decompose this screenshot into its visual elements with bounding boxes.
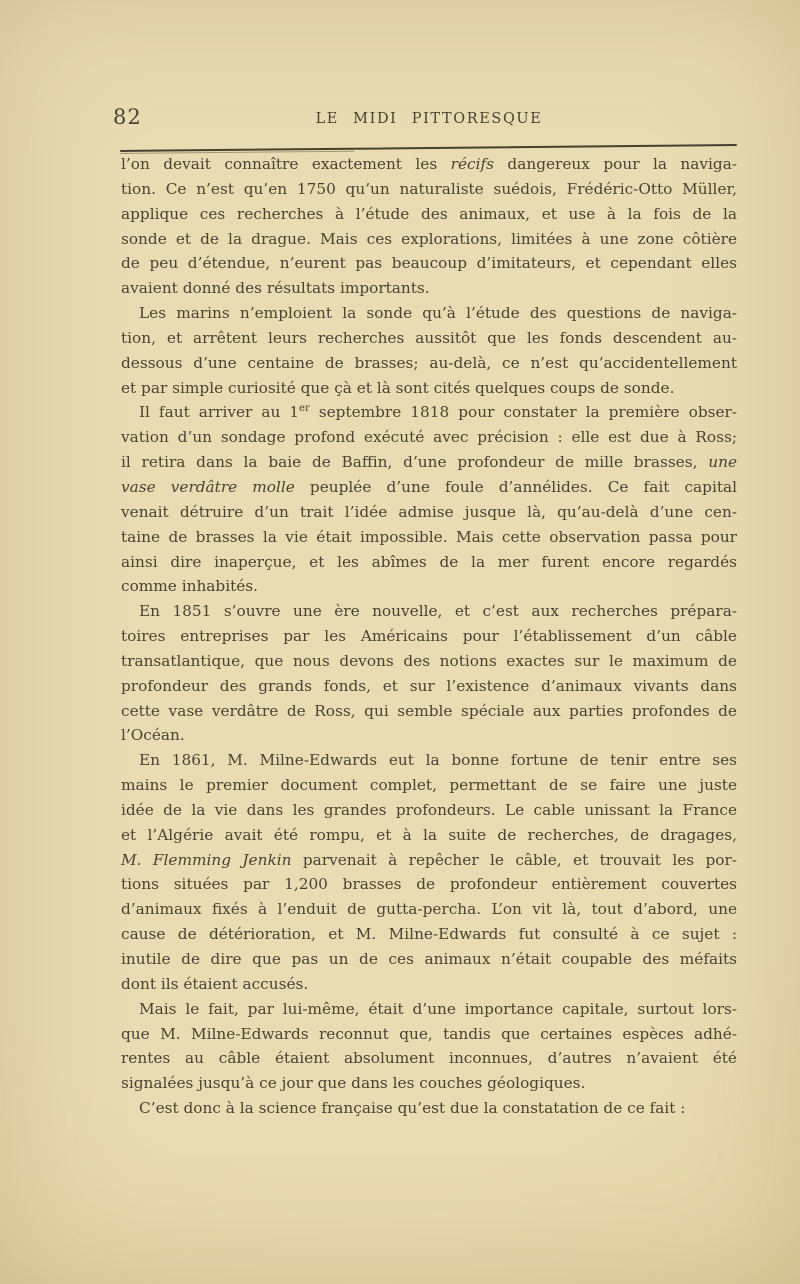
text-segment: rentes au câble étaient absolument inconnues, d’autres n’avaient été — [121, 1049, 737, 1068]
text-line — [121, 376, 737, 401]
text-line — [121, 723, 737, 748]
italic-text: une — [708, 453, 737, 472]
text-segment: Les marins n’emploient la sonde qu’à l’étude des questions de naviga- — [139, 304, 737, 323]
text-line — [121, 202, 737, 227]
text-segment: venait détruire d’un trait l’idée admise jusque là, qu’au-delà d’une cen- — [121, 502, 737, 521]
text-segment: En 1861, M. Milne-Edwards eut la bonne fortune de tenir entre ses — [139, 751, 737, 770]
text-segment: cause de détérioration, et M. Milne-Edwards fut consulté à ce sujet : — [121, 925, 737, 944]
text-segment: applique ces recherches à l’étude des animaux, et use à la fois de la — [121, 204, 737, 223]
text-line — [121, 276, 737, 301]
text-line — [121, 649, 737, 674]
italic-text: récifs — [450, 155, 494, 173]
superscript-text: er — [299, 403, 310, 415]
text-segment: mains le premier document complet, permettant de se faire une juste — [121, 776, 737, 795]
text-line — [121, 574, 737, 599]
text-segment: de peu d’étendue, n’eurent pas beaucoup d’imitateurs, et cependant elles — [121, 254, 737, 273]
paragraph — [121, 748, 737, 996]
text-line — [121, 500, 737, 525]
text-line — [121, 699, 737, 724]
text-segment: Mais le fait, par lui-même, était d’une importance capitale, surtout lors- — [139, 999, 737, 1018]
text-segment: tion. Ce n’est qu’en 1750 qu’un naturaliste suédois, Frédéric-Otto Müller, — [121, 179, 737, 198]
text-line — [121, 550, 737, 575]
text-segment: septembre 1818 pour constater la première obser- — [309, 403, 737, 422]
text-segment: cette vase verdâtre de Ross, qui semble spéciale aux parties profondes de — [121, 701, 737, 720]
text-segment: comme inhabités. — [121, 577, 259, 596]
text-line — [121, 177, 737, 202]
paragraph — [121, 599, 737, 748]
text-segment: Il faut arriver au 1 — [139, 403, 300, 422]
text-segment: signalées jusqu’à ce jour que dans les couches géologiques. — [121, 1074, 586, 1093]
text-segment: idée de la vie dans les grandes profondeurs. Le cable unissant la France — [121, 800, 737, 819]
text-line — [121, 351, 737, 376]
text-segment: et l’Algérie avait été rompu, et à la suite de recherches, de dragages, — [121, 825, 737, 844]
text-segment: avaient donné des résultats importants. — [121, 279, 430, 298]
text-line — [121, 947, 737, 972]
text-line — [121, 997, 737, 1022]
text-segment: il retira dans la baie de Baffin, d’une profondeur de mille brasses, — [121, 453, 709, 472]
text-segment: tions situées par 1,200 brasses de profondeur entièrement couvertes — [121, 875, 737, 894]
text-line — [121, 599, 737, 624]
text-line — [121, 748, 737, 773]
text-segment: l’on devait connaître exactement les — [121, 155, 451, 173]
text-line — [121, 301, 737, 326]
text-line — [121, 972, 737, 997]
text-segment: taine de brasses la vie était impossible. Mais cette observation passa pour — [121, 527, 737, 546]
paragraph — [121, 1096, 737, 1121]
italic-text: M. Flemming Jenkin — [121, 850, 292, 869]
text-segment: vation d’un sondage profond exécuté avec précision : elle est due à Ross; — [121, 428, 737, 447]
text-line — [121, 823, 737, 848]
text-segment: dont ils étaient accusés. — [121, 974, 309, 993]
paragraph — [121, 400, 737, 599]
text-line — [121, 1071, 737, 1096]
text-segment: dangereux pour la naviga- — [493, 155, 737, 173]
paragraph — [121, 301, 737, 400]
text-line — [121, 1046, 737, 1071]
text-line — [121, 400, 737, 425]
page-number: 82 — [113, 105, 142, 129]
paragraph — [121, 997, 737, 1096]
text-segment: inutile de dire que pas un de ces animaux n’était coupable des méfaits — [121, 950, 737, 968]
text-line — [121, 674, 737, 699]
text-line — [121, 848, 737, 873]
running-head — [113, 103, 737, 137]
text-line — [121, 872, 737, 897]
text-segment: ainsi dire inaperçue, et les abîmes de la mer furent encore regardés — [121, 552, 737, 571]
text-line — [121, 450, 737, 475]
text-segment: En 1851 s’ouvre une ère nouvelle, et c’est aux recherches prépara- — [139, 602, 737, 621]
running-title: LE MIDI PITTORESQUE — [315, 111, 543, 127]
text-segment: toires entreprises par les Américains pour l’établissement d’un câble — [121, 627, 737, 646]
text-segment: tion, et arrêtent leurs recherches aussitôt que les fonds descendent au- — [121, 328, 737, 347]
text-line — [121, 773, 737, 798]
text-line — [121, 798, 737, 823]
text-segment: parvenait à repêcher le câble, et trouvait les por- — [291, 850, 737, 869]
text-segment: que M. Milne-Edwards reconnut que, tandis que certaines espèces adhé- — [121, 1024, 737, 1043]
text-segment: l’Océan. — [121, 726, 185, 745]
text-line — [121, 227, 737, 252]
text-line — [121, 251, 737, 276]
text-segment: transatlantique, que nous devons des notions exactes sur le maximum de — [121, 651, 737, 670]
text-line — [121, 525, 737, 550]
text-line — [121, 1022, 737, 1047]
text-line — [121, 326, 737, 351]
text-line — [121, 897, 737, 922]
text-line — [121, 152, 737, 177]
text-line — [121, 425, 737, 450]
text-segment: sonde et de la drague. Mais ces explorations, limitées à une zone côtière — [121, 229, 737, 248]
page-body — [121, 152, 737, 1121]
text-line — [121, 1096, 737, 1121]
text-line — [121, 475, 737, 500]
text-segment: et par simple curiosité que çà et là sont cités quelques coups de sonde. — [121, 378, 675, 397]
text-segment: peuplée d’une foule d’annélides. Ce fait capital — [294, 477, 737, 496]
italic-text: vase verdâtre molle — [121, 477, 295, 496]
text-segment: C’est donc à la science française qu’est due la constatation de ce fait : — [139, 1099, 686, 1118]
text-line — [121, 624, 737, 649]
text-segment: dessous d’une centaine de brasses; au-delà, ce n’est qu’accidentellement — [121, 353, 737, 372]
text-line — [121, 922, 737, 947]
paragraph — [121, 152, 737, 301]
text-segment: profondeur des grands fonds, et sur l’existence d’animaux vivants dans — [121, 676, 737, 695]
text-segment: d’animaux fixés à l’enduit de gutta-percha. L’on vit là, tout d’abord, une — [121, 900, 737, 919]
